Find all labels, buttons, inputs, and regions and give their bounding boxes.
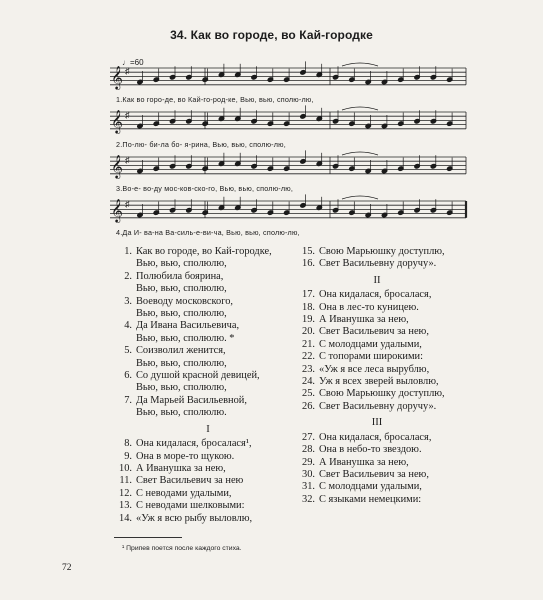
verse-number: 29. [302, 456, 315, 468]
slur [342, 107, 378, 110]
verse-line [297, 388, 457, 400]
verse-text: «Уж я всю рыбу выловлю, [136, 512, 253, 524]
verse-text: Свет Васильевич за нею, [319, 326, 429, 338]
song-title: 34. Как во городе, во Кай-городке [170, 28, 373, 42]
verse-line [297, 314, 457, 326]
verse-refrain: Вью, вью, сполюлю, [136, 382, 227, 394]
verse-number: 25. [302, 388, 315, 400]
footnote-rule [114, 537, 182, 538]
verse-number: 3. [124, 295, 132, 307]
verse-text: «Уж я все леса вырублю, [319, 363, 430, 375]
lyric-line-2: 2.По-лю- би-ла бо- я-рина, Вью, вью, сполю-лю, [116, 140, 286, 149]
verse-line [114, 296, 302, 321]
verse-text: Она в лес-то куницею. [319, 301, 419, 313]
verse-number: 15. [302, 246, 315, 257]
verse-number: 24. [302, 376, 315, 388]
verse-text: А Иванушка за нею, [136, 462, 226, 474]
verse-line [114, 246, 302, 271]
verse-number: 5. [124, 345, 132, 357]
verse-line [114, 370, 302, 395]
verse-number: 23. [302, 363, 315, 375]
key-signature-icon: ♯ [125, 66, 130, 76]
verse-line [297, 432, 457, 444]
verse-text: Как во городе, во Кай-городке, [136, 246, 272, 257]
verse-text: С молодцами удалыми, [319, 481, 422, 493]
verse-text: С языками немецкими: [319, 493, 422, 505]
verse-number: 21. [302, 338, 315, 350]
verse-text: Уж я всех зверей выловлю, [319, 376, 439, 388]
verse-number: 32. [302, 493, 315, 505]
tempo-marking: ♩=60 [122, 58, 144, 67]
treble-clef-icon: 𝄞 [111, 198, 123, 222]
page-number: 72 [62, 563, 72, 573]
verse-text: Она в море-то щукою. [136, 450, 235, 462]
verse-number: 10. [119, 462, 132, 474]
verse-text: Свет Васильевну доручу». [319, 400, 437, 412]
key-signature-icon: ♯ [125, 199, 130, 209]
verse-line [297, 246, 457, 258]
verse-number: 6. [124, 370, 132, 382]
verse-line [114, 451, 302, 463]
verse-text: Она кидалася, бросалася, [319, 431, 432, 443]
verse-line [297, 302, 457, 314]
verse-text: Она кидалася, бросалася, [319, 289, 432, 301]
verse-refrain: Вью, вью, сполюлю. * [136, 332, 235, 344]
verse-line [114, 500, 302, 512]
verse-number: 14. [119, 512, 132, 524]
verse-number: 31. [302, 481, 315, 493]
verse-text: А Иванушка за нею, [319, 314, 409, 326]
verse-line [297, 351, 457, 363]
verse-text: Полюбила боярина, [136, 270, 224, 282]
verse-refrain: Вью, вью, сполюлю. [136, 407, 227, 419]
verse-line [114, 345, 302, 370]
section-heading-II: II [373, 274, 381, 286]
verse-text: С молодцами удалыми, [319, 338, 422, 350]
verse-line [297, 469, 457, 481]
slur [342, 63, 378, 66]
slur [342, 196, 378, 199]
verse-number: 16. [302, 258, 315, 270]
slur [342, 152, 378, 155]
verse-number: 19. [302, 314, 315, 326]
verse-refrain: Вью, вью, сполюлю, [136, 308, 227, 320]
key-signature-icon: ♯ [125, 110, 130, 120]
verse-number: 8. [124, 438, 132, 450]
verse-number: 9. [124, 450, 132, 462]
verse-line [297, 258, 457, 270]
lyric-line-4: 4.Да И- ва-на Ва-силь-е-ви-ча, Вью, вью, сполю-лю, [116, 228, 300, 237]
verse-number: 1. [124, 246, 132, 257]
verse-number: 2. [124, 270, 132, 282]
verse-text: Свет Васильевич за нею [136, 475, 244, 487]
verse-line [297, 481, 457, 493]
verse-line [297, 376, 457, 388]
lyric-line-3: 3.Во-е- во-ду мос-ков-ско-го, Вью, вью, сполю-лю, [116, 184, 294, 193]
verse-number: 18. [302, 301, 315, 313]
verse-line [297, 494, 457, 506]
verse-number: 11. [119, 475, 132, 487]
verse-text: Да Марьей Васильевной, [136, 394, 247, 406]
lyric-line-1: 1.Как во горо-де, во Кай-го-род-ке, Вью, вью, сполю-лю, [116, 95, 314, 104]
verse-number: 22. [302, 351, 315, 363]
verse-text: Свет Васильевну доручу». [319, 258, 437, 270]
key-signature-icon: ♯ [125, 155, 130, 165]
verse-number: 30. [302, 468, 315, 480]
section-heading-I: I [206, 423, 210, 435]
verse-text: Со душой красной девицей, [136, 370, 260, 382]
section-heading-III: III [371, 417, 383, 429]
verse-text: Свою Марьюшку доступлю, [319, 388, 445, 400]
verse-number: 4. [124, 320, 132, 332]
verse-text: Воеводу московского, [136, 295, 233, 307]
verse-number: 20. [302, 326, 315, 338]
treble-clef-icon: 𝄞 [111, 65, 123, 89]
verse-number: 7. [124, 394, 132, 406]
treble-clef-icon: 𝄞 [111, 109, 123, 133]
verse-line [297, 457, 457, 469]
verse-line [297, 444, 457, 456]
verse-text: С топорами широкими: [319, 351, 424, 363]
verse-text: Она в небо-то звездою. [319, 444, 422, 456]
verse-text: Свет Васильевич за нею, [319, 468, 429, 480]
verse-text: Свою Марьюшку доступлю, [319, 246, 445, 257]
verse-line [297, 364, 457, 376]
verses-left-column [114, 246, 302, 525]
footnote: ¹ Припев поется после каждого стиха. [122, 545, 242, 552]
verse-line [297, 401, 457, 413]
verse-text: С неводами удалыми, [136, 487, 232, 499]
verse-number: 28. [302, 444, 315, 456]
verses-right-column [297, 246, 457, 506]
verse-refrain: Вью, вью, сполюлю, [136, 283, 227, 295]
verse-number: 12. [119, 487, 132, 499]
verse-line [114, 463, 302, 475]
verse-line [114, 513, 302, 525]
verse-line [114, 438, 302, 450]
verse-text: А Иванушка за нею, [319, 456, 409, 468]
treble-clef-icon: 𝄞 [111, 154, 123, 178]
verse-text: Соизволил женится, [136, 345, 226, 357]
verse-line [114, 488, 302, 500]
verse-text: С неводами шелковыми: [136, 500, 245, 512]
verse-line [114, 395, 302, 420]
verse-number: 27. [302, 431, 315, 443]
verse-line [114, 475, 302, 487]
verse-line [297, 326, 457, 338]
verse-text: Она кидалася, бросалася¹, [136, 438, 252, 450]
verse-line [297, 339, 457, 351]
music-score [0, 0, 543, 245]
verse-refrain: Вью, вью, сполюлю, [136, 258, 227, 270]
verse-number: 26. [302, 400, 315, 412]
verse-number: 13. [119, 500, 132, 512]
verse-line [114, 320, 302, 345]
verse-line [297, 289, 457, 301]
verse-text: Да Ивана Васильевича, [136, 320, 240, 332]
verse-refrain: Вью, вью, сполюлю, [136, 357, 227, 369]
verse-number: 17. [302, 289, 315, 301]
verse-line [114, 271, 302, 296]
